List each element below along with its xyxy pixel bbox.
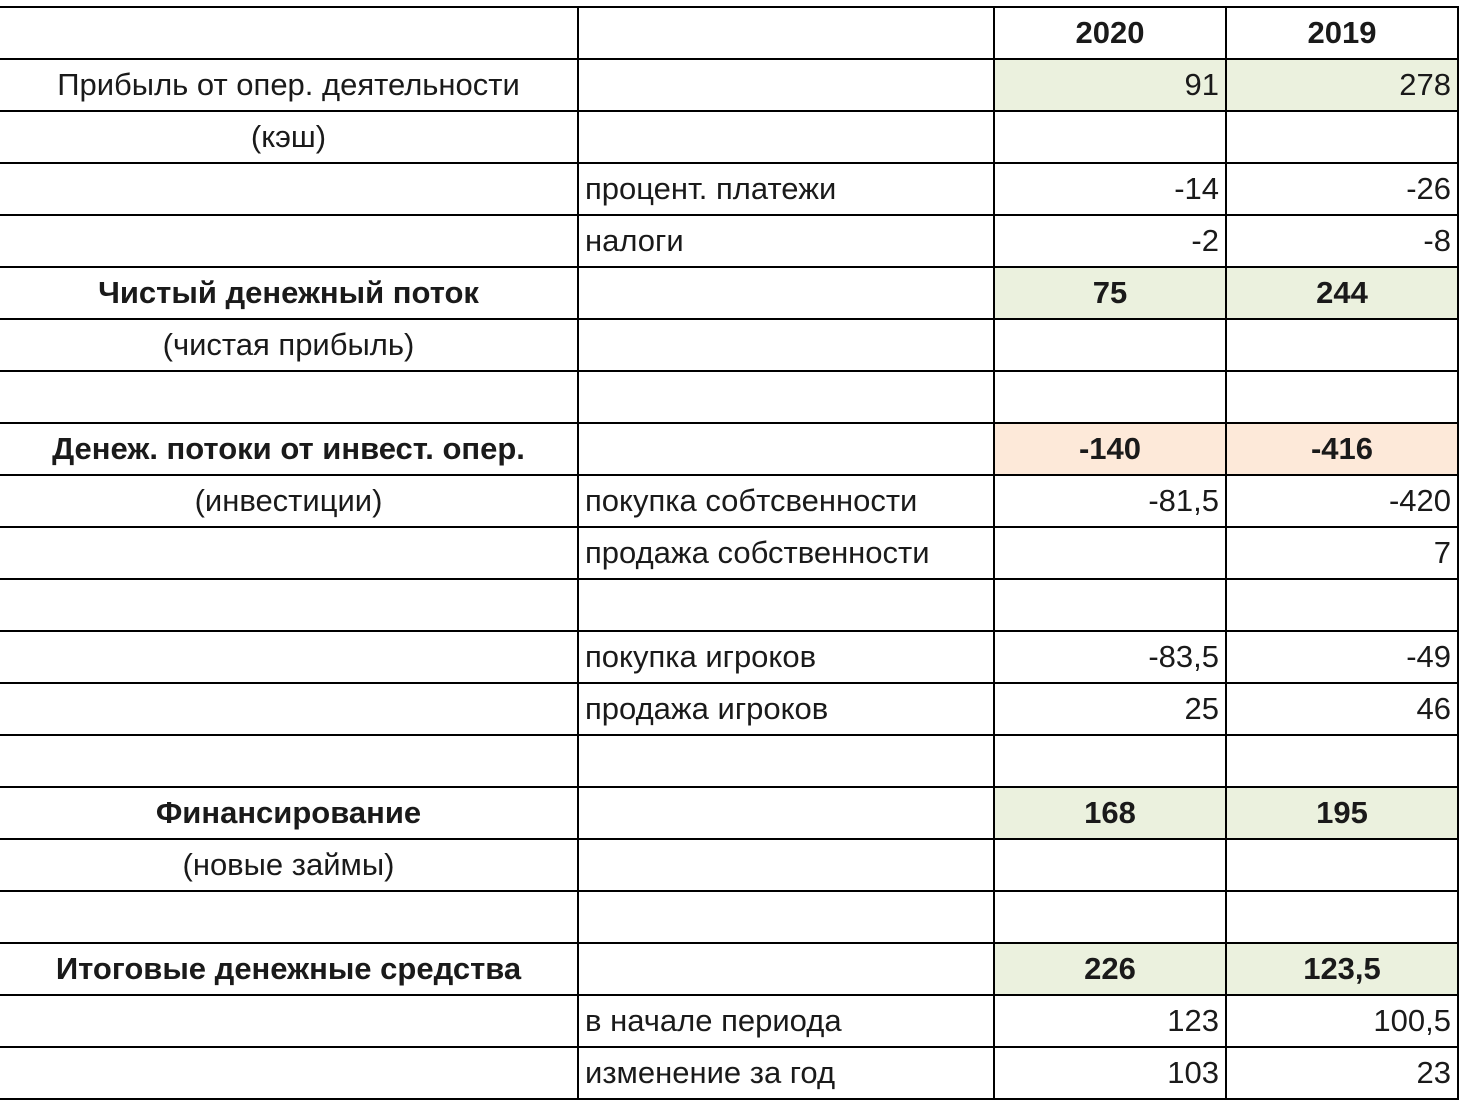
row-sub-label-cell[interactable]: процент. платежи (578, 163, 994, 215)
row-sub-label-cell[interactable]: изменение за год (578, 1047, 994, 1099)
value-2019-cell[interactable]: 23 (1226, 1047, 1458, 1099)
value-2020-cell[interactable]: -2 (994, 215, 1226, 267)
table-row (0, 215, 1458, 267)
row-sub-label-cell[interactable] (578, 839, 994, 891)
row-label-cell[interactable]: Денеж. потоки от инвест. опер. (0, 423, 578, 475)
value-2020-cell[interactable] (994, 319, 1226, 371)
table-row (0, 631, 1458, 683)
value-2019-cell[interactable] (1226, 371, 1458, 423)
row-sub-label-cell[interactable]: продажа игроков (578, 683, 994, 735)
value-2020-cell[interactable]: -140 (994, 423, 1226, 475)
row-sub-label-cell[interactable] (578, 423, 994, 475)
row-sub-label-cell[interactable] (578, 59, 994, 111)
row-label-cell[interactable] (0, 683, 578, 735)
value-2020-cell[interactable] (994, 891, 1226, 943)
value-2020-cell[interactable] (994, 371, 1226, 423)
value-2019-cell[interactable] (1226, 891, 1458, 943)
value-2019-cell[interactable]: -416 (1226, 423, 1458, 475)
value-2020-cell[interactable] (994, 839, 1226, 891)
value-2020-cell[interactable] (994, 579, 1226, 631)
value-2020-cell[interactable]: 226 (994, 943, 1226, 995)
row-label-cell[interactable] (0, 891, 578, 943)
row-label-cell[interactable]: Итоговые денежные средства (0, 943, 578, 995)
value-2019-cell[interactable]: -420 (1226, 475, 1458, 527)
table-row (0, 475, 1458, 527)
value-2020-cell[interactable] (994, 111, 1226, 163)
value-2020-cell[interactable]: 75 (994, 267, 1226, 319)
row-label-cell[interactable] (0, 995, 578, 1047)
row-sub-label-cell[interactable] (578, 267, 994, 319)
row-sub-label-cell[interactable] (578, 787, 994, 839)
row-sub-label-cell[interactable]: покупка игроков (578, 631, 994, 683)
row-label-cell[interactable]: (чистая прибыль) (0, 319, 578, 371)
row-label-cell[interactable]: Прибыль от опер. деятельности (0, 59, 578, 111)
value-2019-cell[interactable] (1226, 319, 1458, 371)
table-body (0, 7, 1458, 1099)
year-2019-header[interactable]: 2019 (1226, 7, 1458, 59)
header-row (0, 7, 1458, 59)
value-2020-cell[interactable]: -81,5 (994, 475, 1226, 527)
row-label-cell[interactable] (0, 371, 578, 423)
value-2019-cell[interactable]: 46 (1226, 683, 1458, 735)
value-2019-cell[interactable] (1226, 579, 1458, 631)
value-2019-cell[interactable]: -49 (1226, 631, 1458, 683)
row-label-cell[interactable]: (новые займы) (0, 839, 578, 891)
row-sub-label-cell[interactable] (578, 371, 994, 423)
row-sub-label-cell[interactable]: в начале периода (578, 995, 994, 1047)
row-sub-label-cell[interactable]: налоги (578, 215, 994, 267)
table-row (0, 163, 1458, 215)
table-row (0, 267, 1458, 319)
header-sub-cell[interactable] (578, 7, 994, 59)
row-label-cell[interactable]: (инвестиции) (0, 475, 578, 527)
value-2019-cell[interactable] (1226, 735, 1458, 787)
table-row (0, 59, 1458, 111)
value-2019-cell[interactable] (1226, 839, 1458, 891)
value-2019-cell[interactable]: -8 (1226, 215, 1458, 267)
value-2019-cell[interactable]: 195 (1226, 787, 1458, 839)
table-row (0, 735, 1458, 787)
row-sub-label-cell[interactable] (578, 319, 994, 371)
value-2019-cell[interactable]: 7 (1226, 527, 1458, 579)
row-label-cell[interactable]: (кэш) (0, 111, 578, 163)
row-label-cell[interactable] (0, 1047, 578, 1099)
value-2020-cell[interactable]: -14 (994, 163, 1226, 215)
row-label-cell[interactable] (0, 215, 578, 267)
row-sub-label-cell[interactable]: продажа собственности (578, 527, 994, 579)
value-2020-cell[interactable] (994, 735, 1226, 787)
value-2020-cell[interactable] (994, 527, 1226, 579)
row-sub-label-cell[interactable] (578, 943, 994, 995)
table-row (0, 319, 1458, 371)
table-row (0, 423, 1458, 475)
table-row (0, 1047, 1458, 1099)
row-sub-label-cell[interactable] (578, 579, 994, 631)
row-sub-label-cell[interactable] (578, 111, 994, 163)
year-2020-header[interactable]: 2020 (994, 7, 1226, 59)
row-label-cell[interactable] (0, 735, 578, 787)
value-2019-cell[interactable] (1226, 111, 1458, 163)
table-row (0, 683, 1458, 735)
value-2019-cell[interactable]: 278 (1226, 59, 1458, 111)
cash-flow-table (0, 6, 1459, 1100)
table-row (0, 111, 1458, 163)
table-row (0, 787, 1458, 839)
table-row (0, 943, 1458, 995)
table-row (0, 839, 1458, 891)
value-2020-cell[interactable]: 123 (994, 995, 1226, 1047)
table-row (0, 579, 1458, 631)
value-2020-cell[interactable]: 168 (994, 787, 1226, 839)
row-label-cell[interactable] (0, 527, 578, 579)
row-label-cell[interactable] (0, 631, 578, 683)
header-label-cell[interactable] (0, 7, 578, 59)
value-2020-cell[interactable]: 103 (994, 1047, 1226, 1099)
row-label-cell[interactable]: Чистый денежный поток (0, 267, 578, 319)
value-2020-cell[interactable]: -83,5 (994, 631, 1226, 683)
value-2019-cell[interactable]: -26 (1226, 163, 1458, 215)
row-sub-label-cell[interactable]: покупка собтсвенности (578, 475, 994, 527)
row-label-cell[interactable] (0, 579, 578, 631)
table-row (0, 527, 1458, 579)
row-label-cell[interactable] (0, 163, 578, 215)
value-2019-cell[interactable]: 123,5 (1226, 943, 1458, 995)
row-label-cell[interactable]: Финансирование (0, 787, 578, 839)
row-sub-label-cell[interactable] (578, 735, 994, 787)
value-2020-cell[interactable]: 91 (994, 59, 1226, 111)
table-row (0, 891, 1458, 943)
table-row (0, 995, 1458, 1047)
row-sub-label-cell[interactable] (578, 891, 994, 943)
value-2019-cell[interactable]: 100,5 (1226, 995, 1458, 1047)
table-row (0, 371, 1458, 423)
value-2019-cell[interactable]: 244 (1226, 267, 1458, 319)
value-2020-cell[interactable]: 25 (994, 683, 1226, 735)
